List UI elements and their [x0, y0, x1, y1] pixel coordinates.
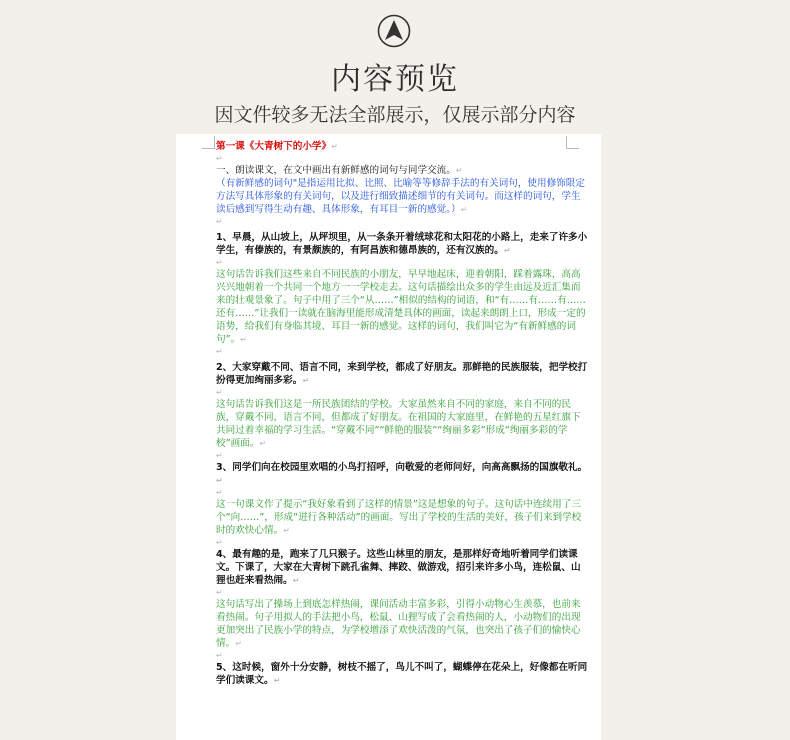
- item-2-note: 这句话告诉我们这是一所民族团结的学校。大家虽然来自不同的家庭，来自不同的民族，穿戴不同，语言不同，但都成了好朋友。在祖国的大家庭里，在鲜艳的五星红旗下共同过着幸福的学习生活。“穿戴不同”“鲜艳的服装”“绚丽多彩”形成“绚丽多彩的学校”画面。↵: [216, 399, 581, 449]
- compass-arrow-icon: [377, 14, 411, 48]
- paragraph-mark: ↵: [216, 651, 223, 660]
- item-3-note: 这一句课文作了提示“我好象看到了这样的情景”这是想象的句子。这句话中连续用了三个“向……”，形成“进行各种活动”的画面。写出了学校的生活的美好，孩子们来到学校时的欢快心情。↵: [216, 499, 582, 536]
- paragraph-mark: ↵: [216, 538, 223, 547]
- item-1-note: 这句话告诉我们这些来自不同民族的小朋友，早早地起床，迎着朝阳，踩着露珠，高高兴兴地朝着一个共同一个地方一一学校走去。这句话描绘出众多的学生由远及近汇集而来的壮观景象了。句子中用了三个“从……”相似的结构的词语，和“有……有……有……还有……”让我们一读就在脑海里能形成清楚具体的画面，读起来朗朗上口，形成一定的语势，给我们有身临其境、耳目一新的感觉。这样的词句，我们叫它为“有新鲜感的词句”。↵: [216, 269, 586, 345]
- paragraph-mark: ↵: [216, 588, 223, 597]
- margin-corner-mark: [202, 136, 215, 149]
- lesson-title: 第一课《大青树下的小学》↵: [216, 141, 338, 152]
- item-1-text: 1、早晨，从山坡上，从坪坝里，从一条条开着绒球花和太阳花的小路上，走来了许多小学生，有傣族的，有景颇族的，有阿昌族和德昂族的，还有汉族的。↵: [216, 232, 588, 256]
- item-4-note: 这句话写出了操场上到底怎样热闹，课间活动丰富多彩，引得小动物心生羡慕，也前来看热闹。句子用拟人的手法把小鸟，松鼠、山狸写成了会看热闹的人，小动物们的出现更加突出了民族小学的特点，为学校增添了欢快活泼的气氛，也突出了孩子们的愉快心情。↵: [216, 599, 581, 649]
- item-4-text: 4、最有趣的是，跑来了几只猴子。这些山林里的朋友，是那样好奇地听着同学们读课文。下课了，大家在大青树下跳孔雀舞、摔跤、做游戏，招引来许多小鸟，连松鼠、山狸也赶来看热闹。↵: [216, 549, 581, 586]
- paragraph-mark: ↵: [216, 388, 223, 397]
- item-3-text: 3、同学们向在校园里欢唱的小鸟打招呼，向敬爱的老师问好，向高高飘扬的国旗敬礼。↵: [216, 462, 588, 485]
- page-title: 内容预览: [331, 62, 459, 97]
- section-heading: 一、朗读课文，在文中画出有新鲜感的词句与同学交流。↵: [216, 165, 463, 176]
- paragraph-mark: ↵: [216, 488, 223, 497]
- paragraph-mark: ↵: [216, 217, 223, 226]
- document-preview: [176, 134, 601, 740]
- paragraph-mark: ↵: [216, 258, 223, 267]
- paragraph-mark: ↵: [216, 451, 223, 460]
- item-5-text: 5、这时候，窗外十分安静，树枝不摇了，鸟儿不叫了，蝴蝶停在花朵上，好像都在听同学们读课文。↵: [216, 662, 588, 686]
- blue-note: （有新鲜感的词句"是指运用比拟、比照、比喻等等修辞手法的有关词句，使用修饰限定方法写具体形象的有关词句，以及进行细致描述细节的有关词句。而这样的词句，学生读后感到写得生动有趣、具体形象，有耳目一新的感觉。）↵: [216, 178, 585, 215]
- paragraph-mark: ↵: [216, 154, 223, 163]
- item-2-text: 2、大家穿戴不同、语言不同，来到学校，都成了好朋友。那鲜艳的民族服装，把学校打扮得更加绚丽多彩。↵: [216, 362, 588, 386]
- page-subtitle: 因文件较多无法全部展示，仅展示部分内容: [214, 104, 576, 126]
- paragraph-mark: ↵: [216, 347, 223, 356]
